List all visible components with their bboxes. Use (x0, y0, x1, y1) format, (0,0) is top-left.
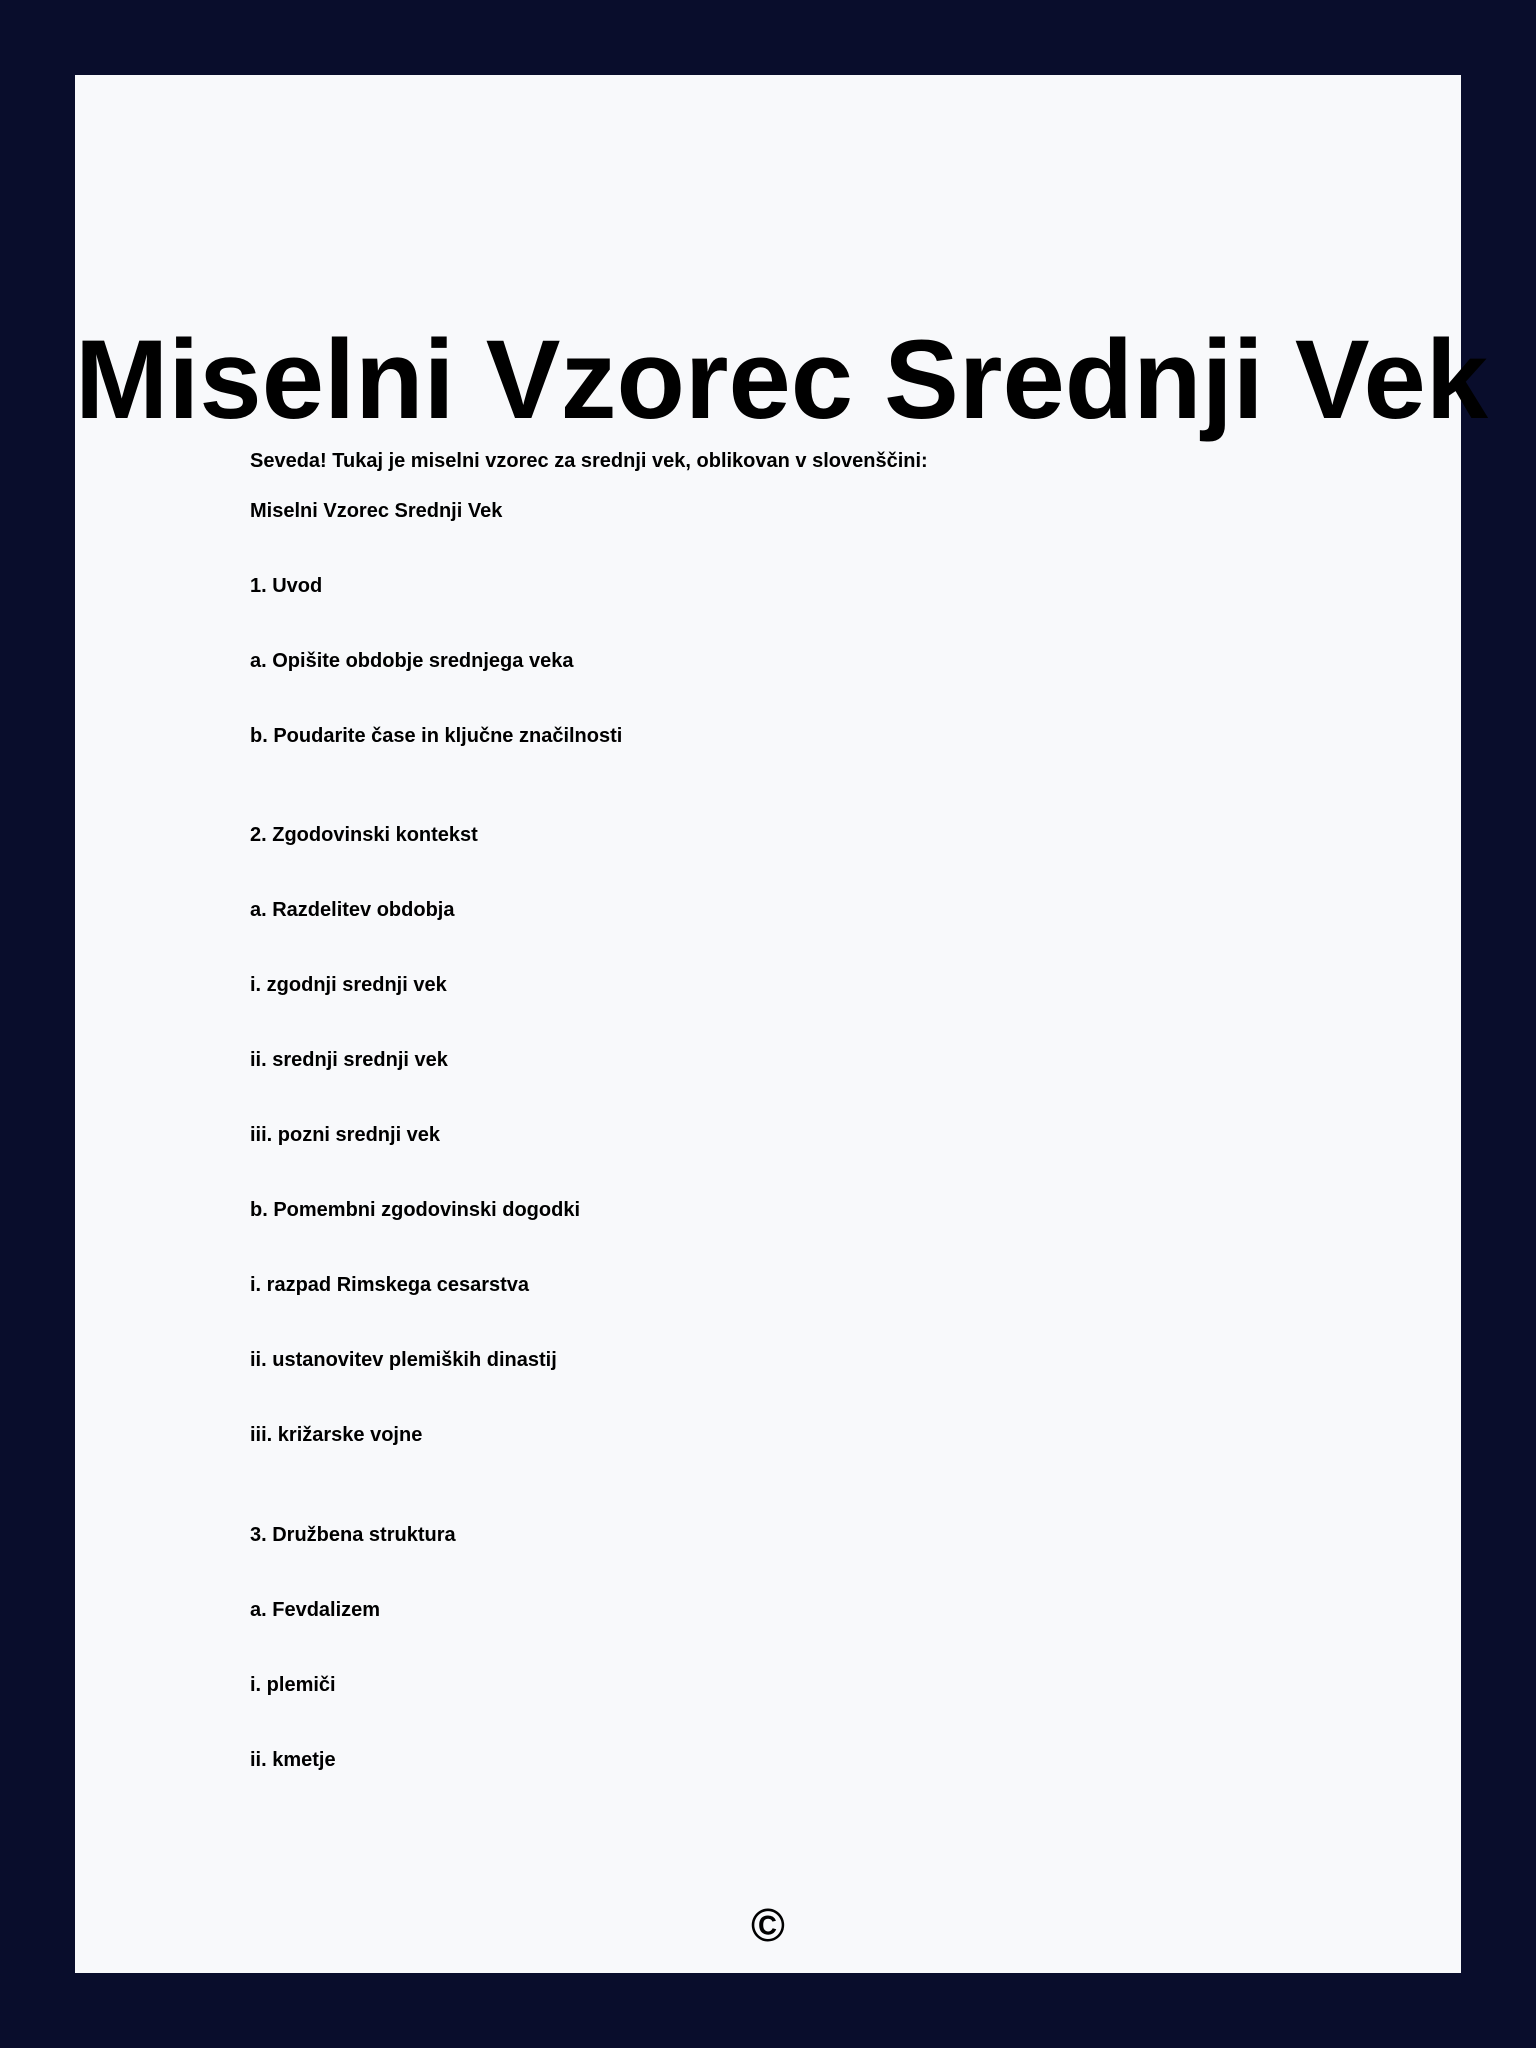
list-item: iii. križarske vojne (250, 1424, 423, 1446)
page-title: Miselni Vzorec Srednji Vek (75, 317, 1489, 442)
list-item: iii. pozni srednji vek (250, 1124, 441, 1146)
section-heading-3: 3. Družbena struktura (250, 1524, 456, 1546)
list-item: a. Fevdalizem (250, 1599, 381, 1621)
list-item: ii. ustanovitev plemiških dinastij (250, 1349, 557, 1371)
list-item: i. zgodnji srednji vek (250, 974, 447, 996)
list-item: b. Poudarite čase in ključne značilnosti (250, 725, 623, 747)
list-item: i. razpad Rimskega cesarstva (250, 1274, 530, 1296)
list-item: a. Opišite obdobje srednjega veka (250, 650, 574, 672)
document-page (75, 75, 1489, 1973)
list-item: ii. srednji srednji vek (250, 1049, 448, 1071)
section-heading-1: 1. Uvod (250, 575, 323, 597)
copyright-icon: © (751, 1899, 785, 1951)
section-heading-2: 2. Zgodovinski kontekst (250, 824, 478, 846)
list-item: a. Razdelitev obdobja (250, 899, 455, 921)
list-item: ii. kmetje (250, 1749, 336, 1771)
intro-text: Seveda! Tukaj je miselni vzorec za srednji vek, oblikovan v slovenščini: (250, 450, 928, 472)
list-item: b. Pomembni zgodovinski dogodki (250, 1199, 581, 1221)
list-item: i. plemiči (250, 1674, 336, 1696)
document-subtitle: Miselni Vzorec Srednji Vek (250, 500, 503, 522)
